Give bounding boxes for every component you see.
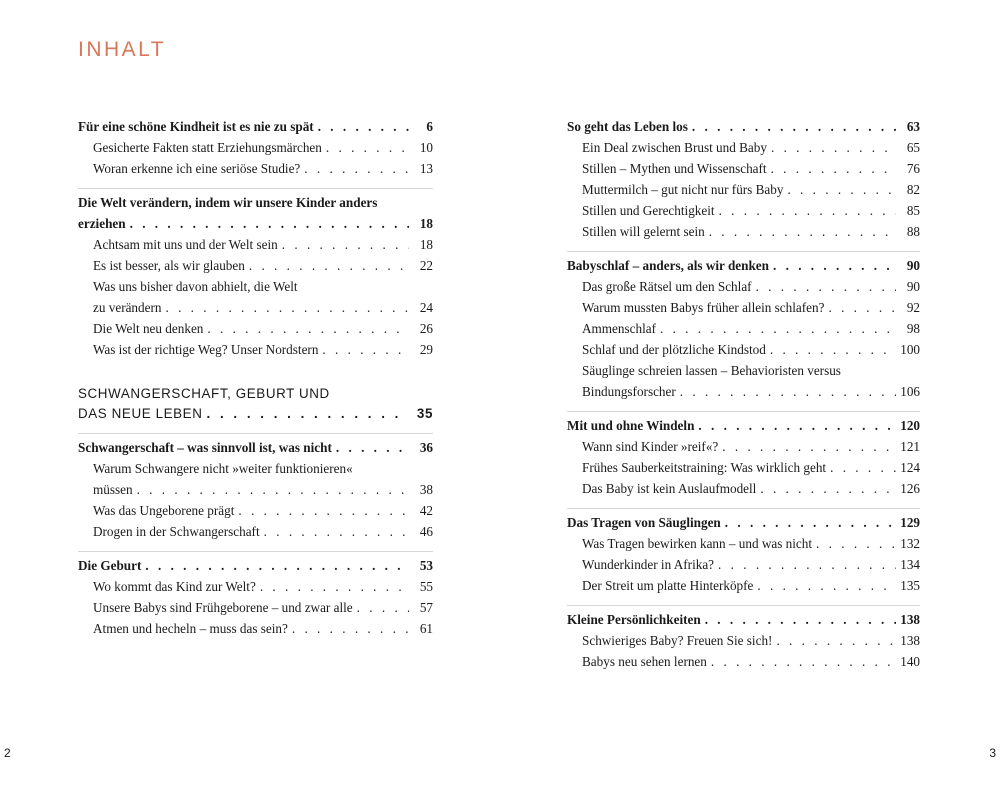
- toc-subentry[interactable]: [567, 158, 920, 179]
- toc-subentry[interactable]: [567, 457, 920, 478]
- leader-dots: [722, 436, 896, 457]
- toc-subentry[interactable]: [78, 576, 433, 597]
- entry-page: 90: [906, 279, 920, 294]
- toc-section: [567, 605, 920, 672]
- leader-dots: [719, 200, 896, 221]
- entry-title: erziehen: [78, 216, 126, 231]
- entry-title: Was das Ungeborene prägt: [93, 503, 235, 518]
- page-number-left: 2: [4, 746, 11, 760]
- part-title: DAS NEUE LEBEN: [78, 406, 203, 421]
- leader-dots: [757, 575, 896, 596]
- toc-subentry[interactable]: [567, 200, 920, 221]
- toc-chapter-entry[interactable]: [78, 116, 433, 137]
- entry-title: So geht das Leben los: [567, 119, 688, 134]
- entry-title: Stillen will gelernt sein: [582, 224, 705, 239]
- leader-dots: [771, 158, 896, 179]
- entry-title: Schwangerschaft – was sinnvoll ist, was nicht: [78, 440, 332, 455]
- toc-section: [567, 116, 920, 242]
- toc-right-column: [567, 116, 920, 681]
- entry-title: Kleine Persönlichkeiten: [567, 612, 701, 627]
- leader-dots: [709, 221, 896, 242]
- entry-page: 13: [419, 161, 433, 176]
- toc-part-entry[interactable]: [78, 384, 433, 424]
- entry-title: zu verändern: [93, 300, 162, 315]
- toc-subentry[interactable]: [78, 255, 433, 276]
- entry-page: 55: [419, 579, 433, 594]
- leader-dots: [787, 179, 896, 200]
- toc-section: [78, 433, 433, 542]
- leader-dots: [292, 618, 409, 639]
- entry-page: 38: [419, 482, 433, 497]
- entry-page: 126: [900, 481, 920, 496]
- leader-dots: [318, 116, 409, 137]
- toc-subentry[interactable]: [567, 339, 920, 360]
- entry-title: Unsere Babys sind Frühgeborene – und zwar alle: [93, 600, 353, 615]
- toc-subentry[interactable]: [78, 276, 433, 318]
- leader-dots: [137, 479, 409, 500]
- leader-dots: [725, 512, 896, 533]
- entry-page: 106: [900, 384, 920, 399]
- entry-title: Das Tragen von Säuglingen: [567, 515, 721, 530]
- toc-subentry[interactable]: [78, 618, 433, 639]
- entry-page: 121: [900, 439, 920, 454]
- entry-title: Frühes Sauberkeitstraining: Was wirklich geht: [582, 460, 827, 475]
- entry-title: Babyschlaf – anders, als wir denken: [567, 258, 769, 273]
- entry-title-line: Warum Schwangere nicht »weiter funktionieren«: [93, 461, 353, 476]
- entry-title: Woran erkenne ich eine seriöse Studie?: [93, 161, 301, 176]
- leader-dots: [165, 297, 409, 318]
- entry-page: 90: [906, 258, 920, 273]
- entry-title: Atmen und hecheln – muss das sein?: [93, 621, 288, 636]
- toc-subentry[interactable]: [78, 137, 433, 158]
- toc-subentry[interactable]: [78, 318, 433, 339]
- entry-page: 46: [419, 524, 433, 539]
- toc-section: [567, 508, 920, 596]
- entry-page: 24: [419, 300, 433, 315]
- entry-title: Schlaf und der plötzliche Kindstod: [582, 342, 766, 357]
- toc-chapter-entry[interactable]: [567, 512, 920, 533]
- toc-subentry[interactable]: [78, 597, 433, 618]
- toc-subentry[interactable]: [567, 533, 920, 554]
- toc-subentry[interactable]: [78, 521, 433, 542]
- entry-page: 92: [906, 300, 920, 315]
- toc-subentry[interactable]: [78, 458, 433, 500]
- toc-chapter-entry[interactable]: [567, 255, 920, 276]
- toc-subentry[interactable]: [567, 436, 920, 457]
- leader-dots: [282, 234, 409, 255]
- toc-subentry[interactable]: [78, 234, 433, 255]
- toc-subentry[interactable]: [567, 478, 920, 499]
- entry-page: 134: [900, 557, 920, 572]
- entry-title: Das große Rätsel um den Schlaf: [582, 279, 752, 294]
- leader-dots: [771, 137, 896, 158]
- toc-subentry[interactable]: [78, 158, 433, 179]
- leader-dots: [130, 213, 409, 234]
- leader-dots: [756, 276, 896, 297]
- entry-page: 100: [900, 342, 920, 357]
- entry-title: Bindungsforscher: [582, 384, 676, 399]
- leader-dots: [145, 555, 409, 576]
- toc-section: [78, 188, 433, 360]
- leader-dots: [357, 597, 409, 618]
- entry-page: 18: [419, 216, 433, 231]
- toc-section: [78, 116, 433, 179]
- entry-page: 132: [900, 536, 920, 551]
- entry-page: 61: [419, 621, 433, 636]
- entry-page: 120: [900, 418, 920, 433]
- part-title-line: SCHWANGERSCHAFT, GEBURT UND: [78, 386, 330, 401]
- leader-dots: [680, 381, 896, 402]
- toc-chapter-entry[interactable]: [567, 609, 920, 630]
- entry-page: 6: [426, 119, 433, 134]
- entry-page: 65: [906, 140, 920, 155]
- toc-subentry[interactable]: [567, 318, 920, 339]
- entry-title: Stillen und Gerechtigkeit: [582, 203, 715, 218]
- entry-page: 35: [416, 406, 433, 421]
- leader-dots: [264, 521, 409, 542]
- toc-subentry[interactable]: [567, 651, 920, 672]
- entry-title: Ammenschlaf: [582, 321, 656, 336]
- toc-subentry[interactable]: [567, 221, 920, 242]
- toc-subentry[interactable]: [567, 137, 920, 158]
- entry-title: Die Geburt: [78, 558, 142, 573]
- toc-subentry[interactable]: [567, 575, 920, 596]
- entry-page: 29: [419, 342, 433, 357]
- leader-dots: [698, 415, 896, 436]
- toc-subentry[interactable]: [567, 276, 920, 297]
- entry-page: 98: [906, 321, 920, 336]
- entry-title: Stillen – Mythen und Wissenschaft: [582, 161, 767, 176]
- entry-title: Wann sind Kinder »reif«?: [582, 439, 719, 454]
- leader-dots: [711, 651, 896, 672]
- leader-dots: [760, 478, 896, 499]
- leader-dots: [705, 609, 896, 630]
- entry-page: 18: [419, 237, 433, 252]
- entry-title: Gesicherte Fakten statt Erziehungsmärchen: [93, 140, 322, 155]
- entry-title-line: Was uns bisher davon abhielt, die Welt: [93, 279, 298, 294]
- leader-dots: [326, 137, 409, 158]
- entry-title: Ein Deal zwischen Brust und Baby: [582, 140, 767, 155]
- entry-page: 36: [419, 440, 433, 455]
- entry-page: 88: [906, 224, 920, 239]
- toc-left-column: [78, 116, 433, 648]
- toc-chapter-entry[interactable]: [567, 415, 920, 436]
- entry-title: müssen: [93, 482, 133, 497]
- entry-title: Das Baby ist kein Auslaufmodell: [582, 481, 757, 496]
- entry-title: Was Tragen bewirken kann – und was nicht: [582, 536, 813, 551]
- leader-dots: [336, 437, 409, 458]
- entry-title: Achtsam mit uns und der Welt sein: [93, 237, 278, 252]
- entry-page: 53: [419, 558, 433, 573]
- leader-dots: [816, 533, 896, 554]
- entry-page: 138: [900, 633, 920, 648]
- toc-subentry[interactable]: [567, 360, 920, 402]
- entry-title: Babys neu sehen lernen: [582, 654, 707, 669]
- entry-page: 138: [900, 612, 920, 627]
- toc-section: [567, 251, 920, 402]
- toc-chapter-entry[interactable]: [78, 192, 433, 234]
- entry-title-line: Säuglinge schreien lassen – Behavioristen versus: [582, 363, 841, 378]
- entry-title: Warum mussten Babys früher allein schlafen?: [582, 300, 825, 315]
- leader-dots: [322, 339, 409, 360]
- toc-section: [567, 411, 920, 499]
- leader-dots: [828, 297, 896, 318]
- toc-chapter-entry[interactable]: [78, 555, 433, 576]
- entry-title: Der Streit um platte Hinterköpfe: [582, 578, 754, 593]
- leader-dots: [776, 630, 896, 651]
- leader-dots: [304, 158, 409, 179]
- toc-subentry[interactable]: [567, 297, 920, 318]
- entry-page: 26: [419, 321, 433, 336]
- entry-title: Für eine schöne Kindheit ist es nie zu spät: [78, 119, 314, 134]
- toc-subentry[interactable]: [567, 630, 920, 651]
- entry-title: Es ist besser, als wir glauben: [93, 258, 245, 273]
- leader-dots: [249, 255, 409, 276]
- entry-title: Wunderkinder in Afrika?: [582, 557, 715, 572]
- toc-chapter-entry[interactable]: [567, 116, 920, 137]
- leader-dots: [207, 318, 409, 339]
- leader-dots: [660, 318, 896, 339]
- toc-subentry[interactable]: [567, 554, 920, 575]
- toc-chapter-entry[interactable]: [78, 437, 433, 458]
- entry-title: Mit und ohne Windeln: [567, 418, 695, 433]
- entry-page: 82: [906, 182, 920, 197]
- toc-subentry[interactable]: [78, 500, 433, 521]
- entry-page: 129: [900, 515, 920, 530]
- entry-page: 135: [900, 578, 920, 593]
- entry-title: Muttermilch – gut nicht nur fürs Baby: [582, 182, 784, 197]
- leader-dots: [770, 339, 896, 360]
- entry-title: Die Welt neu denken: [93, 321, 204, 336]
- leader-dots: [718, 554, 896, 575]
- entry-page: 76: [906, 161, 920, 176]
- entry-page: 22: [419, 258, 433, 273]
- leader-dots: [260, 576, 409, 597]
- entry-page: 57: [419, 600, 433, 615]
- leader-dots: [830, 457, 896, 478]
- toc-subentry[interactable]: [78, 339, 433, 360]
- entry-page: 63: [906, 119, 920, 134]
- toc-subentry[interactable]: [567, 179, 920, 200]
- entry-title: Drogen in der Schwangerschaft: [93, 524, 260, 539]
- leader-dots: [692, 116, 896, 137]
- entry-page: 10: [419, 140, 433, 155]
- entry-page: 42: [419, 503, 433, 518]
- leader-dots: [207, 404, 410, 424]
- leader-dots: [773, 255, 896, 276]
- entry-page: 124: [900, 460, 920, 475]
- entry-title: Was ist der richtige Weg? Unser Nordstern: [93, 342, 319, 357]
- entry-page: 85: [906, 203, 920, 218]
- entry-title-line: Die Welt verändern, indem wir unsere Kinder anders: [78, 195, 378, 210]
- page-number-right: 3: [989, 746, 996, 760]
- entry-title: Wo kommt das Kind zur Welt?: [93, 579, 256, 594]
- page-title: INHALT: [78, 38, 167, 61]
- entry-title: Schwieriges Baby? Freuen Sie sich!: [582, 633, 773, 648]
- entry-page: 140: [900, 654, 920, 669]
- toc-section: [78, 551, 433, 639]
- leader-dots: [238, 500, 409, 521]
